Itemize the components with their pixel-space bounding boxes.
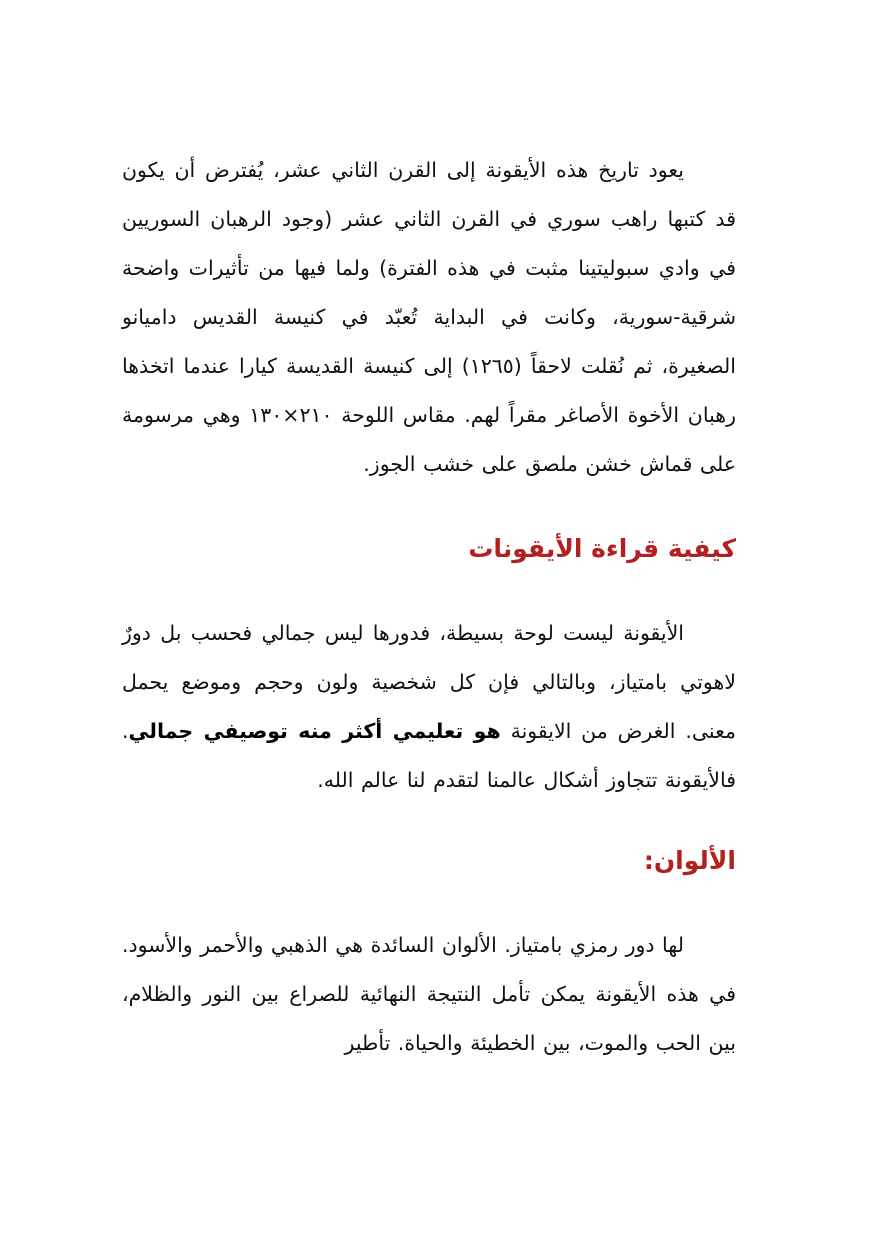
reading-icons-heading: كيفية قراءة الأيقونات bbox=[468, 534, 736, 563]
colors-heading: الألوان: bbox=[643, 846, 736, 875]
colors-paragraph: لها دور رمزي بامتياز. الألوان السائدة هي الذهبي والأحمر والأسود. في هذه الأيقونة يمكن تأمل النتيجة النهائية للصراع بين النور والظلام، بين الحب والموت، بين الخطيئة والحياة. تأطير bbox=[122, 933, 736, 1055]
icon-purpose-text-start: الأيقونة ليست لوحة بسيطة، فدورها ليس جمالي فحسب بل دورٌ لاهوتي بامتياز، وبالتالي فإن كل شخصية ولون وحجم وموضع يحمل معنى. الغرض من الايقونة bbox=[122, 621, 736, 743]
icon-purpose-paragraph bbox=[122, 609, 736, 805]
icon-history-paragraph: يعود تاريخ هذه الأيقونة إلى القرن الثاني عشر، يُفترض أن يكون قد كتبها راهب سوري في القرن الثاني عشر (وجود الرهبان السوريين في وادي سبوليتينا مثبت في هذه الفترة) ولما فيها من تأثيرات واضحة شرقية-سورية، وكانت في البداية تُعبّد في كنيسة القديس داميانو الصغيرة، ثم نُقلت لاحقاً (١٢٦٥) إلى كنيسة القديسة كيارا عندما اتخذها رهبان الأخوة الأصاغر مقراً لهم. مقاس اللوحة ٢١٠×١٣٠ وهي مرسومة على قماش خشن ملصق على خشب الجوز. bbox=[122, 158, 736, 476]
icon-purpose-bold-phrase: هو تعليمي أكثر منه توصيفي جمالي bbox=[128, 719, 501, 743]
icon-purpose-text-end: . فالأيقونة تتجاوز أشكال عالمنا لتقدم لنا عالم الله. bbox=[122, 719, 736, 792]
